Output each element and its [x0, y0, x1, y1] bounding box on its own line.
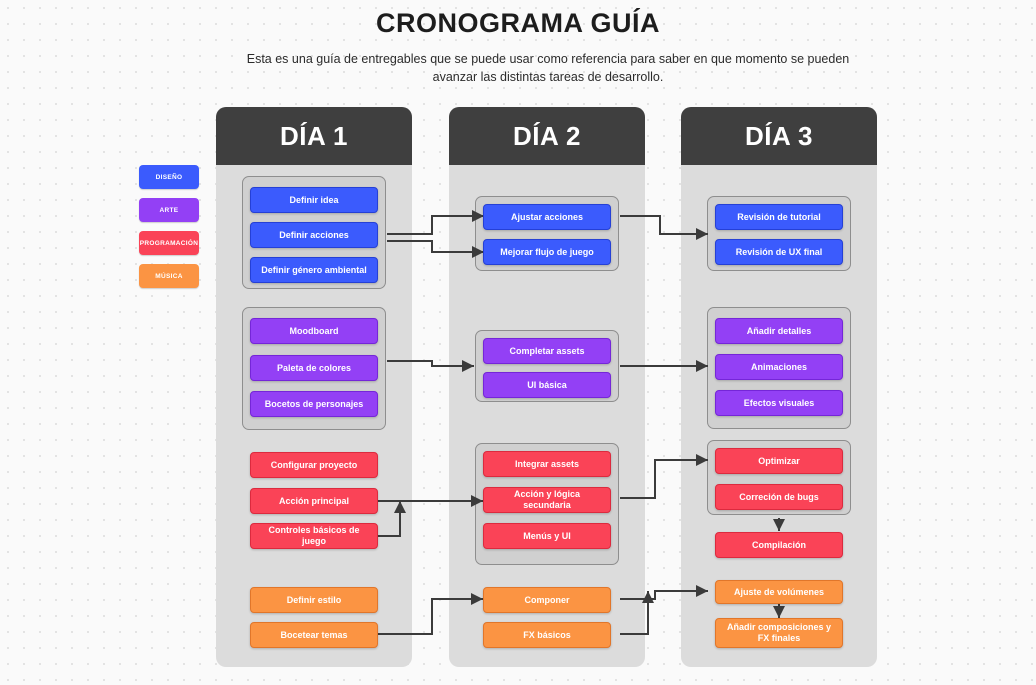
task-box[interactable]: Definir estilo	[250, 587, 378, 613]
legend-item-arte	[139, 198, 199, 222]
task-box[interactable]: Añadir composiciones y FX finales	[715, 618, 843, 648]
task-box[interactable]: Acción y lógica secundaria	[483, 487, 611, 513]
task-box[interactable]: Efectos visuales	[715, 390, 843, 416]
task-box[interactable]: Configurar proyecto	[250, 452, 378, 478]
column-header-dia-3: DÍA 3	[681, 107, 877, 165]
legend-label: ARTE	[159, 206, 179, 214]
page-title: CRONOGRAMA GUÍA	[376, 8, 660, 38]
task-box[interactable]: Bocetear temas	[250, 622, 378, 648]
column-header-dia-1: DÍA 1	[216, 107, 412, 165]
column-header-dia-2: DÍA 2	[449, 107, 645, 165]
legend	[139, 165, 201, 297]
task-box[interactable]: Optimizar	[715, 448, 843, 474]
task-box[interactable]: Mejorar flujo de juego	[483, 239, 611, 265]
legend-item-programacion	[139, 231, 199, 255]
legend-item-diseno	[139, 165, 199, 189]
task-box[interactable]: Animaciones	[715, 354, 843, 380]
task-box[interactable]: Definir idea	[250, 187, 378, 213]
legend-label: PROGRAMACIÓN	[139, 239, 199, 247]
task-box[interactable]: Definir acciones	[250, 222, 378, 248]
task-box[interactable]: FX básicos	[483, 622, 611, 648]
task-box[interactable]: Controles básicos de juego	[250, 523, 378, 549]
task-box[interactable]: Paleta de colores	[250, 355, 378, 381]
task-box[interactable]: Menús y UI	[483, 523, 611, 549]
task-box[interactable]: Completar assets	[483, 338, 611, 364]
task-box[interactable]: Moodboard	[250, 318, 378, 344]
task-box[interactable]: Integrar assets	[483, 451, 611, 477]
legend-item-musica	[139, 264, 199, 288]
task-box[interactable]: Revisión de UX final	[715, 239, 843, 265]
task-box[interactable]: Revisión de tutorial	[715, 204, 843, 230]
page-subtitle: Esta es una guía de entregables que se puede usar como referencia para saber en que momento se pueden avanzar las distintas tareas de desarrollo.	[246, 52, 850, 85]
task-box[interactable]: Ajuste de volúmenes	[715, 580, 843, 604]
task-box[interactable]: Acción principal	[250, 488, 378, 514]
task-box[interactable]: Correción de bugs	[715, 484, 843, 510]
legend-label: DISEÑO	[155, 173, 183, 181]
task-box[interactable]: Ajustar acciones	[483, 204, 611, 230]
task-box[interactable]: Añadir detalles	[715, 318, 843, 344]
task-box[interactable]: Definir género ambiental	[250, 257, 378, 283]
task-box[interactable]: UI básica	[483, 372, 611, 398]
task-box[interactable]: Bocetos de personajes	[250, 391, 378, 417]
task-box[interactable]: Componer	[483, 587, 611, 613]
legend-label: MÚSICA	[155, 272, 183, 280]
task-box[interactable]: Compilación	[715, 532, 843, 558]
